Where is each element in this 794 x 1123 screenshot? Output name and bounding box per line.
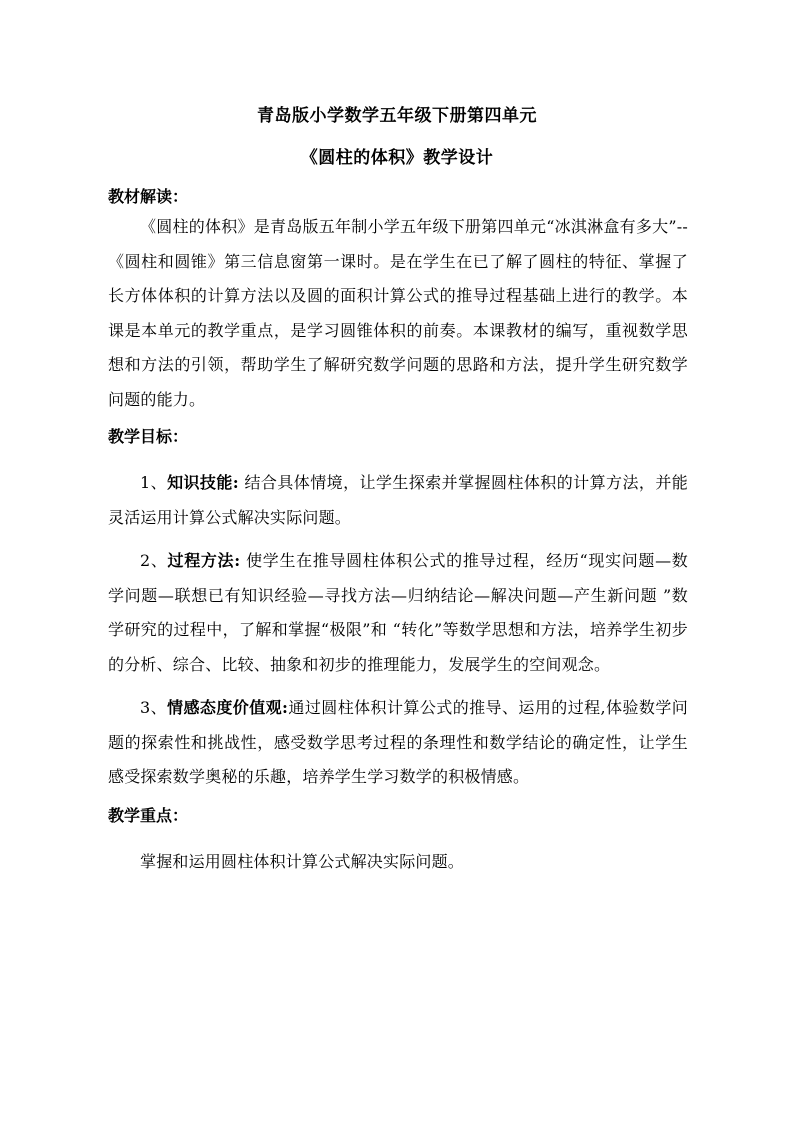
section-text-jiaocai: 《圆柱的体积》是青岛版五年制小学五年级下册第四单元“冰淇淋盒有多大”--《圆柱和圆锥》第三信息窗第一课时。是在学生在已了解了圆柱的特征、掌握了长方体体积的计算方法以及圆的面积计算公式的推导过程基础上进行的教学。本课是本单元的教学重点，是学习圆锥体积的前奏。本课教材的编写，重视数学思想和方法的引领，帮助学生了解研究数学问题的思路和方法，提升学生研究数学问题的能力。 bbox=[108, 217, 688, 409]
goal-number: 1、 bbox=[140, 473, 168, 492]
document-title-line1: 青岛版小学数学五年级下册第四单元 bbox=[257, 106, 537, 126]
section-heading-jiaocai: 教材解读： bbox=[108, 187, 189, 206]
goal-item-emotion bbox=[108, 691, 688, 795]
document-body bbox=[108, 181, 688, 879]
goal-label: 过程方法: bbox=[167, 551, 241, 570]
goal-number: 3、 bbox=[140, 698, 168, 717]
goal-text: 结合具体情境，让学生探索并掌握圆柱体积的计算方法，并能灵活运用计算公式解决实际问题。 bbox=[108, 473, 688, 527]
goal-item-knowledge bbox=[108, 466, 688, 535]
document-title-line2: 《圆柱的体积》教学设计 bbox=[300, 148, 494, 168]
goal-text: 通过圆柱体积计算公式的推导、运用的过程,体验数学问题的探索性和挑战性，感受数学思考过程的条理性和数学结论的确定性，让学生感受探索数学奥秘的乐趣，培养学生学习数学的积极情感。 bbox=[108, 698, 688, 786]
goal-item-process bbox=[108, 544, 688, 682]
section-heading-mubiao: 教学目标： bbox=[108, 427, 189, 446]
goal-number: 2、 bbox=[140, 551, 168, 570]
goal-label: 情感态度价值观: bbox=[167, 698, 289, 717]
goal-label: 知识技能: bbox=[167, 473, 239, 492]
section-heading-zhongdian: 教学重点： bbox=[108, 805, 189, 825]
goal-text: 使学生在推导圆柱体积公式的推导过程，经历“现实问题—数学问题—联想已有知识经验—寻找方法—归纳结论—解决问题—产生新问题 ”数学研究的过程中，了解和掌握“极限”和 “转化”等数学思想和方法，培养学生初步的分析、综合、比较、抽象和初步的推理能力，发展学生的空间观念。 bbox=[108, 551, 688, 674]
section-text-zhongdian: 掌握和运用圆柱体积计算公式解决实际问题。 bbox=[140, 851, 465, 871]
